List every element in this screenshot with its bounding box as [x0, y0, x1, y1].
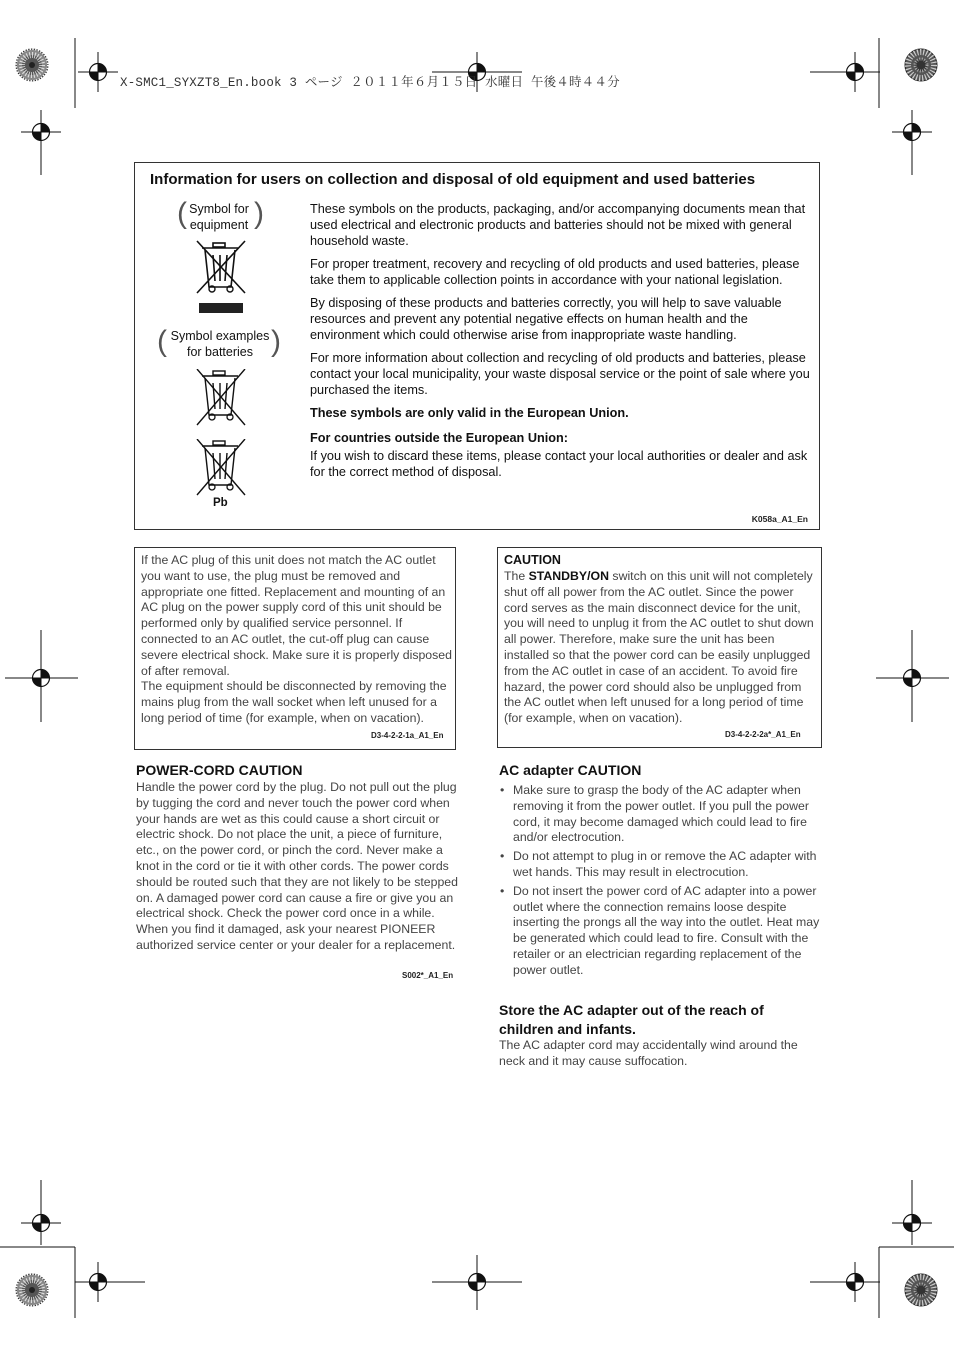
outside-eu-text: If you wish to discard these items, please contact your local authorities or dealer and ask for the correct method of disposal. [310, 449, 808, 479]
ac-plug-text [141, 553, 453, 727]
disposal-info-title: Information for users on collection and disposal of old equipment and used batteries [150, 171, 756, 188]
symbol-batteries-label [165, 328, 275, 360]
right-paren: ) [271, 325, 281, 358]
right-paren: ) [254, 197, 264, 230]
power-cord-paragraph: Handle the power cord by the plug. Do not pull out the plug by tugging the cord and never touch the power cord when your hands are wet as this could cause a short circuit or electric shock. Do not place the unit, a piece of furniture, etc., on the power cord, or pinch the cord. Never make a knot in the cord or tie it with other cords. The power cords should be routed such that they are not likely to be stepped on. A damaged power cord can cause a fire or give you an electrical shock. Check the power cord once in a while. When you find it damaged, ask your nearest PIONEER authorized service center or your dealer for a replacement. [136, 780, 458, 952]
outside-eu-heading: For countries outside the European Union: [310, 431, 568, 445]
crossed-out-wheelie-bin-icon [193, 239, 249, 317]
power-cord-code: S002*_A1_En [402, 971, 454, 980]
crossed-out-wheelie-bin-icon [193, 439, 249, 501]
registration-mark-icon [78, 52, 118, 92]
power-cord-text [136, 780, 458, 954]
ac-plug-paragraph: The equipment should be disconnected by removing the mains plug from the wall socket when left unused for a long period of time (for example, when on vacation). [141, 679, 447, 725]
ac-adapter-title: AC adapter CAUTION [499, 762, 642, 778]
eu-only-notice: These symbols are only valid in the European Union. [310, 406, 629, 420]
store-title-line2: children and infants. [499, 1021, 636, 1037]
color-registration-wheel-icon [16, 49, 48, 81]
list-item: • Do not insert the power cord of AC adapter into a power outlet where the connection remains loose despite inserting the prongs all the way into the outlet. Heat may be generated which could lead to fire. Consult with the retailer or an electrician regarding replacement of the power outlet. [499, 884, 821, 979]
symbol-equipment-label [183, 201, 255, 233]
ac-adapter-list [499, 783, 821, 982]
store-text [499, 1038, 823, 1070]
info-code: K058a_A1_En [751, 514, 808, 524]
store-title [499, 1001, 764, 1039]
symbol-equipment-line1: Symbol for [189, 202, 249, 216]
disposal-info-box [134, 162, 820, 530]
list-item: • Make sure to grasp the body of the AC adapter when removing it from the power outlet. If you pull the power cord, it may become damaged which could lead to fire and/or electrocution. [499, 783, 821, 846]
store-paragraph: The AC adapter cord may accidentally wind around the neck and it may cause suffocation. [499, 1038, 798, 1068]
color-registration-wheel-icon [16, 1274, 48, 1306]
caution-title: CAUTION [504, 553, 561, 567]
info-paragraph: By disposing of these products and batteries correctly, you will help to save valuable resources and prevent any potential negative effects on human health and the environment which could otherwise arise from inappropriate waste handling. [310, 296, 782, 342]
crossed-out-wheelie-bin-icon [193, 369, 249, 431]
ac-plug-code: D3-4-2-2-1a_A1_En [371, 731, 444, 740]
file-header-text: X-SMC1_SYXZT8_En.book 3 ページ ２０１１年６月１５日 水曜日 午後４時４４分 [120, 76, 620, 90]
caution-paragraph [504, 569, 816, 727]
symbol-batteries-line2: for batteries [186, 345, 253, 359]
info-paragraph: For more information about collection and recycling of old products and batteries, please contact your local municipality, your waste disposal service or the point of sale where you purchased the items. [310, 351, 810, 397]
ac-plug-paragraph: If the AC plug of this unit does not match the AC outlet you want to use, the plug must be removed and appropriate one fitted. Replacement and mounting of an AC plug on the power supply cord of this unit should be performed only by qualified service personnel. If connected to an AC outlet, the cut-off plug can cause severe electrical shock. Make sure it is properly disposed of after removal. [141, 553, 452, 678]
store-title-line1: Store the AC adapter out of the reach of [499, 1002, 764, 1018]
ac-plug-box [134, 547, 456, 750]
info-paragraph: For proper treatment, recovery and recycling of old products and used batteries, please take them to applicable collection points in accordance with your national legislation. [310, 257, 800, 287]
disposal-info-text [310, 201, 810, 487]
symbol-equipment-line2: equipment [189, 218, 249, 232]
info-paragraph: These symbols on the products, packaging, and/or accompanying documents mean that used electrical and electronic products and batteries should not be mixed with general household waste. [310, 202, 806, 248]
caution-box [497, 547, 822, 748]
symbol-batteries-line1: Symbol examples [170, 329, 270, 343]
left-paren: ( [157, 325, 167, 358]
caution-code: D3-4-2-2-2a*_A1_En [725, 730, 801, 739]
left-paren: ( [177, 197, 187, 230]
pb-label: Pb [213, 497, 228, 509]
color-registration-wheel-icon [905, 49, 937, 81]
list-item: • Do not attempt to plug in or remove the AC adapter with wet hands. This may result in electrocution. [499, 849, 821, 881]
caution-text-pre: The [504, 569, 529, 583]
caution-text-post: switch on this unit will not completely shut off all power from the AC outlet. Since the power cord serves as the main disconnect device for the unit, you will need to unplug it from the AC outlet to shut down all power. Therefore, make sure the unit has been installed so that the power cord can be easily unplugged from the AC outlet in case of an accident. To avoid fire hazard, the power cord should also be unplugged from the AC outlet when left unused for a long period of time (for example, when on vacation). [504, 569, 814, 726]
caution-text [504, 569, 816, 727]
power-cord-title: POWER-CORD CAUTION [136, 762, 303, 778]
standby-on-label: STANDBY/ON [528, 569, 609, 583]
color-registration-wheel-icon [905, 1274, 937, 1306]
